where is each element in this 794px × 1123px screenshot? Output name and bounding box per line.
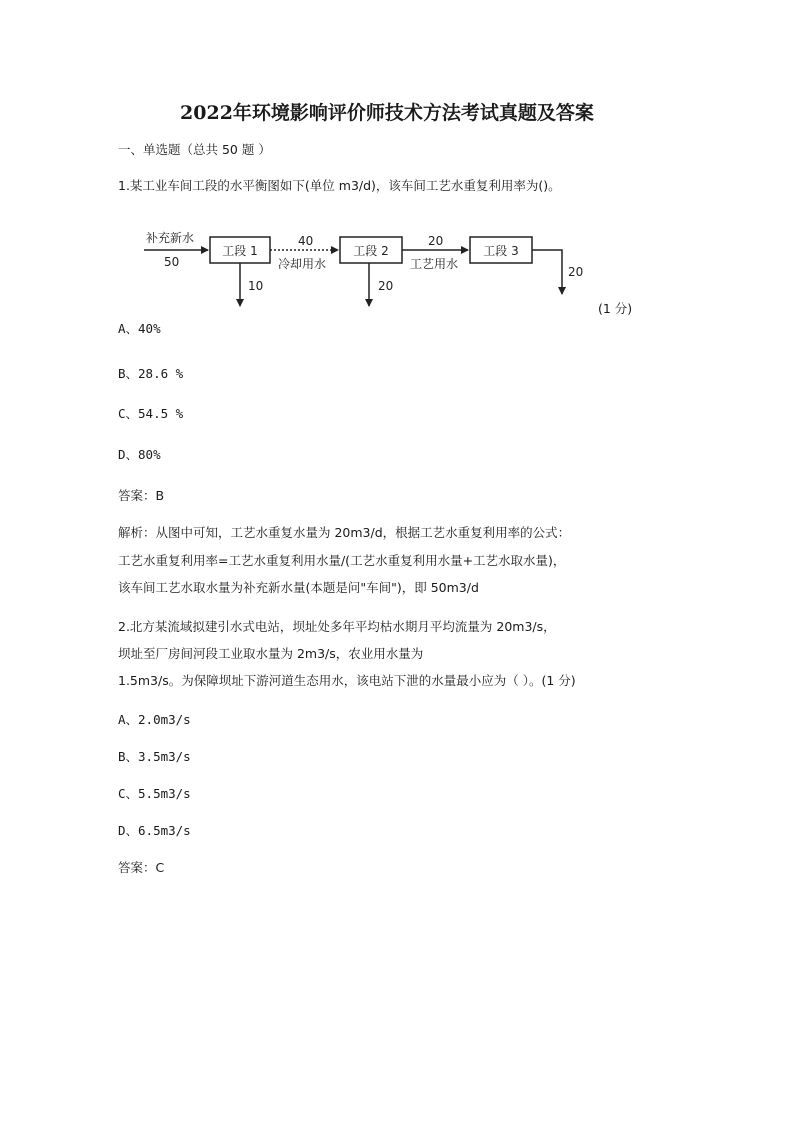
- q2-option-a: A、2.0m3/s: [118, 712, 191, 727]
- question-2-stem-line-2: 坝址至厂房间河段工业取水量为 2m3/s，农业用水量为: [118, 646, 424, 661]
- question-2-stem-line-1: 2.北方某流域拟建引水式电站，坝址处多年平均枯水期月平均流量为 20m3/s，: [118, 619, 556, 634]
- stage-1-label: 工段 1: [222, 244, 258, 258]
- flow-1-2-value: 40: [298, 234, 314, 248]
- water-balance-diagram: [138, 206, 598, 318]
- q1-option-d: D、80%: [118, 447, 161, 462]
- q1-option-a: A、40%: [118, 321, 161, 336]
- q1-analysis-line-2: 工艺水重复利用率=工艺水重复利用水量/(工艺水重复利用水量+工艺水取水量)，: [118, 553, 566, 568]
- flow-2-3-label: 工艺用水: [410, 257, 459, 271]
- q2-answer: 答案：C: [118, 860, 165, 875]
- outflow-3-value: 20: [568, 265, 584, 279]
- section-heading: 一、单选题（总共 50 题 ）: [118, 142, 271, 157]
- outflow-3-arrow: [532, 250, 562, 294]
- inflow-value: 50: [164, 255, 180, 269]
- q2-option-d: D、6.5m3/s: [118, 823, 191, 838]
- flow-2-3-value: 20: [428, 234, 444, 248]
- stage-2-label: 工段 2: [353, 244, 389, 258]
- question-1-score: (1 分): [598, 301, 633, 316]
- question-2-stem-line-3: 1.5m3/s。为保障坝址下游河道生态用水，该电站下泄的水量最小应为（ ）。(1 分): [118, 673, 576, 688]
- q1-option-c: C、54.5 %: [118, 406, 184, 421]
- outflow-1-value: 10: [248, 279, 264, 293]
- stage-3-label: 工段 3: [483, 244, 519, 258]
- q1-answer: 答案：B: [118, 488, 165, 503]
- q1-analysis-line-1: 解析：从图中可知，工艺水重复水量为 20m3/d，根据工艺水重复利用率的公式：: [118, 525, 571, 540]
- question-1-stem: 1.某工业车间工段的水平衡图如下(单位 m3/d)，该车间工艺水重复利用率为()。: [118, 178, 561, 193]
- outflow-2-value: 20: [378, 279, 394, 293]
- q1-analysis-line-3: 该车间工艺水取水量为补充新水量(本题是问"车间")，即 50m3/d: [118, 580, 479, 595]
- flow-1-2-label: 冷却用水: [278, 257, 327, 271]
- q1-option-b: B、28.6 %: [118, 366, 184, 381]
- page-title: 2022年环境影响评价师技术方法考试真题及答案: [180, 102, 594, 124]
- q2-option-c: C、5.5m3/s: [118, 786, 191, 801]
- inflow-label: 补充新水: [146, 231, 195, 245]
- q2-option-b: B、3.5m3/s: [118, 749, 191, 764]
